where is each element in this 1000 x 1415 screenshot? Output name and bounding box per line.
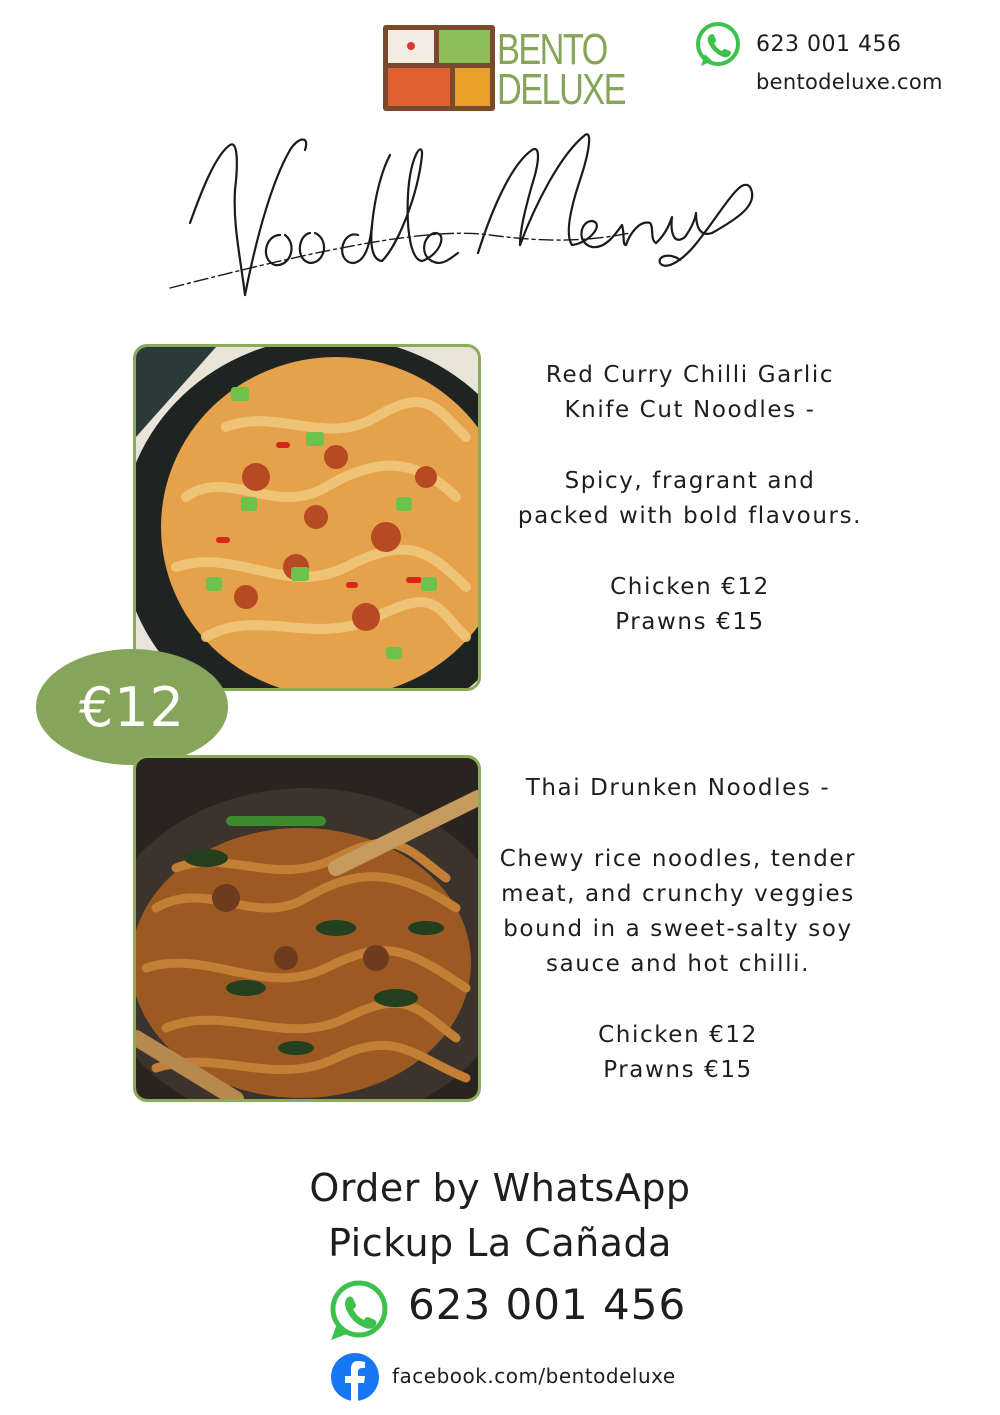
item-price-prawns: Prawns €15: [615, 609, 765, 635]
item-description-line: meat, and crunchy veggies: [501, 881, 855, 907]
item-price-prawns: Prawns €15: [603, 1057, 753, 1083]
item-name-line: Thai Drunken Noodles -: [525, 775, 831, 801]
item-description-line: sauce and hot chilli.: [545, 951, 810, 977]
item-name-line: Knife Cut Noodles -: [564, 397, 816, 423]
noodle-menu-title: [160, 95, 770, 310]
whatsapp-icon[interactable]: [325, 1278, 391, 1344]
pickup-location-heading: Pickup La Cañada: [328, 1221, 672, 1265]
price-badge: €12: [36, 649, 228, 765]
website-link[interactable]: bentodeluxe.com: [756, 70, 943, 94]
item-description-line: packed with bold flavours.: [517, 503, 863, 529]
footer-phone-number[interactable]: 623 001 456: [408, 1280, 687, 1329]
red-curry-noodles-photo: [133, 344, 481, 691]
menu-item-red-curry: [490, 358, 890, 640]
item-description-line: bound in a sweet-salty soy: [503, 916, 853, 942]
menu-item-drunken-noodles: [478, 771, 878, 1088]
item-price-chicken: Chicken €12: [610, 574, 770, 600]
logo-word-deluxe: DELUXE: [497, 65, 625, 114]
top-phone-number[interactable]: 623 001 456: [756, 32, 902, 57]
item-name-line: Red Curry Chilli Garlic: [545, 362, 835, 388]
item-price-chicken: Chicken €12: [598, 1022, 758, 1048]
whatsapp-icon: [693, 20, 743, 70]
order-by-whatsapp-heading: Order by WhatsApp: [309, 1166, 691, 1210]
item-description-line: Chewy rice noodles, tender: [499, 846, 857, 872]
facebook-link[interactable]: facebook.com/bentodeluxe: [392, 1364, 676, 1388]
drunken-noodles-photo: [133, 755, 481, 1102]
facebook-icon[interactable]: [330, 1352, 380, 1402]
logo-word-bento: BENTO: [497, 25, 607, 74]
item-description-line: Spicy, fragrant and: [564, 468, 816, 494]
